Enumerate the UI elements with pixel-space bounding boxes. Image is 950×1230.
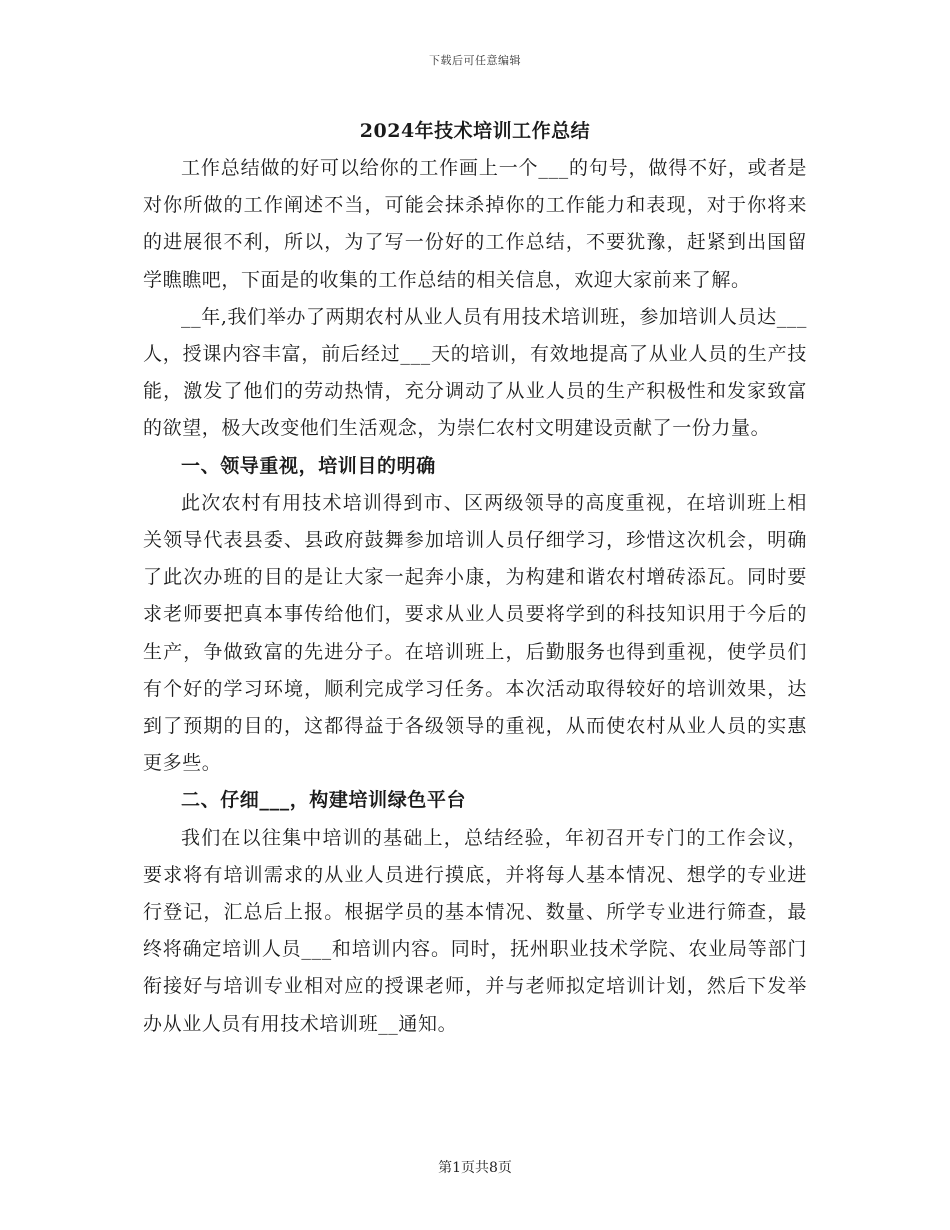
paragraph-section-2: 我们在以往集中培训的基础上，总结经验，年初召开专门的工作会议，要求将有培训需求的从业人员进行摸底，并将每人基本情况、想学的专业进行登记，汇总后上报。根据学员的基本情况、数量、所学专业进行筛查，最终将确定培训人员___和培训内容。同时，抚州职业技术学院、农业局等部门衔接好与培训专业相对应的授课老师，并与老师拟定培训计划，然后下发举办从业人员有用技术培训班__通知。 [143,826,807,1035]
section-heading-2: 二、仔细___，构建培训绿色平台 [181,789,467,812]
document-title: 2024年技术培训工作总结 [359,120,591,142]
document-body [143,150,807,1043]
section-heading-1: 一、领导重视，培训目的明确 [181,454,436,477]
page-header-note: 下载后可任意编辑 [429,54,521,67]
paragraph-overview: __年,我们举办了两期农村从业人员有用技术培训班，参加培训人员达___人，授课内容丰富，前后经过___天的培训，有效地提高了从业人员的生产技能，激发了他们的劳动热情，充分调动了从业人员的生产积极性和发家致富的欲望，极大改变他们生活观念，为崇仁农村文明建设贡献了一份力量。 [143,305,807,440]
page-footer-page-number: 第1页共8页 [438,1160,512,1176]
paragraph-section-1: 此次农村有用技术培训得到市、区两级领导的高度重视，在培训班上相关领导代表县委、县政府鼓舞参加培训人员仔细学习，珍惜这次机会，明确了此次办班的目的是让大家一起奔小康，为构建和谐农村增砖添瓦。同时要求老师要把真本事传给他们，要求从业人员要将学到的科技知识用于今后的生产，争做致富的先进分子。在培训班上，后勤服务也得到重视，使学员们有个好的学习环境，顺利完成学习任务。本次活动取得较好的培训效果，达到了预期的目的，这都得益于各级领导的重视，从而使农村从业人员的实惠更多些。 [143,491,807,775]
paragraph-intro: 工作总结做的好可以给你的工作画上一个___的句号，做得不好，或者是对你所做的工作阐述不当，可能会抹杀掉你的工作能力和表现，对于你将来的进展很不利，所以，为了写一份好的工作总结，不要犹豫，赶紧到出国留学瞧瞧吧，下面是的收集的工作总结的相关信息，欢迎大家前来了解。 [143,157,807,291]
